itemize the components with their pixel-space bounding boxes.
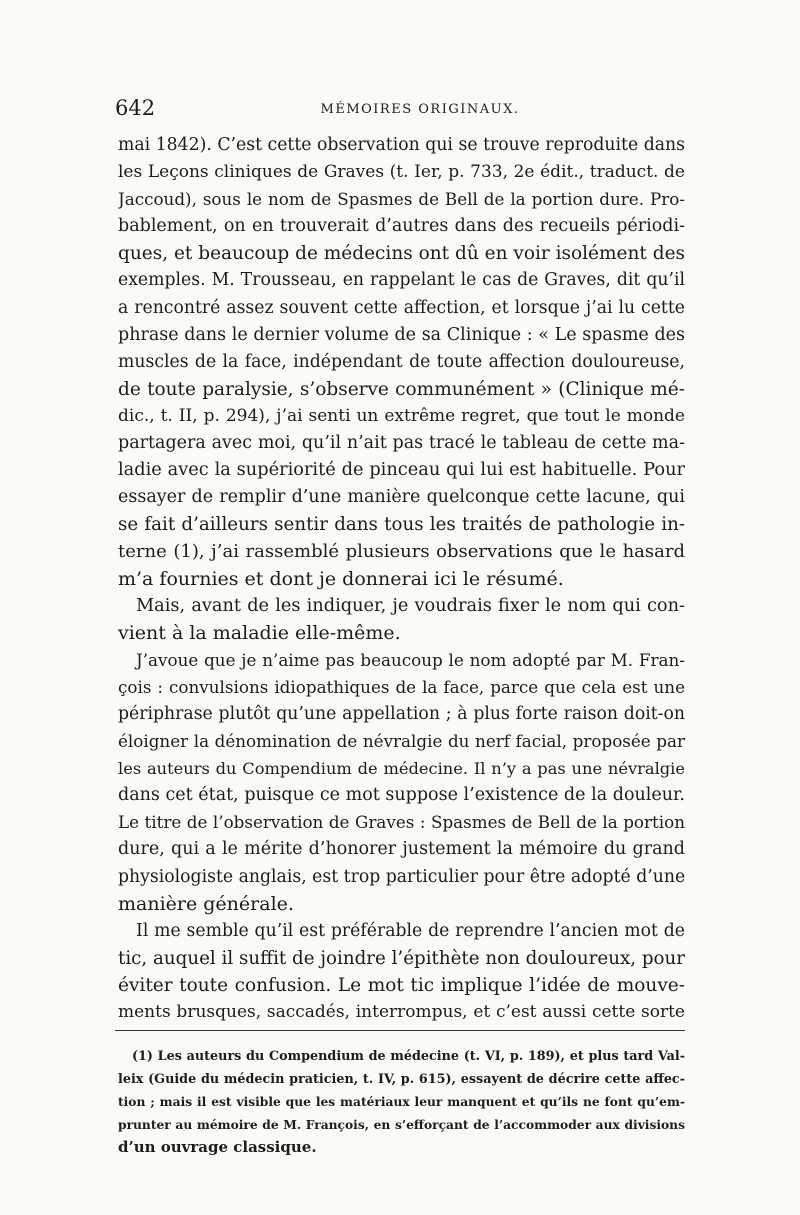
text-line: Le titre de l’observation de Graves : Spasmes de Bell de la portion [118, 812, 685, 833]
running-head: MÉMOIRES ORIGINAUX. [320, 102, 520, 117]
text-line: mai 1842). C’est cette observation qui se trouve reproduite dans [118, 135, 685, 155]
text-line: a rencontré assez souvent cette affection, et lorsque j’ai lu cette [118, 297, 685, 318]
text-line: éviter toute confusion. Le mot tic implique l’idée de mouve- [118, 974, 685, 996]
footnote-rule [115, 1030, 685, 1031]
text-line: phrase dans le dernier volume de sa Clinique : « Le spasme des [118, 324, 685, 345]
footnote-line: tion ; mais il est visible que les matériaux leur manquent et qu’ils ne font qu’em- [118, 1094, 685, 1109]
text-line: de toute paralysie, s’observe communément » (Clinique mé- [118, 378, 685, 400]
text-line: m’a fournies et dont je donnerai ici le résumé. [118, 567, 564, 590]
text-line: les auteurs du Compendium de médecine. Il n’y a pas une névralgie [118, 759, 685, 779]
text-line: dans cet état, puisque ce mot suppose l’existence de la douleur. [118, 785, 685, 806]
text-line: exemples. M. Trousseau, en rappelant le cas de Graves, dit qu’il [118, 270, 685, 291]
text-line: çois : convulsions idiopathiques de la face, parce que cela est une [118, 676, 685, 697]
footnotes [118, 1046, 685, 1159]
paragraph-start-line: J’avoue que je n’aime pas beaucoup le nom adopté par M. Fran- [136, 649, 685, 670]
text-line: muscles de la face, indépendant de toute affection douloureuse, [118, 351, 685, 372]
text-line: essayer de remplir d’une manière quelconque cette lacune, qui [118, 487, 685, 508]
body-text [118, 132, 685, 1026]
text-line: périphrase plutôt qu’une appellation ; à plus forte raison doit-on [118, 703, 685, 724]
paragraph-start-line: Il me semble qu’il est préférable de reprendre l’ancien mot de [136, 920, 685, 941]
text-line: dic., t. II, p. 294), j’ai senti un extrême regret, que tout le monde [118, 405, 685, 426]
text-line: tic, auquel il suffit de joindre l’épithète non douloureux, pour [118, 947, 685, 969]
text-line: ladie avec la supériorité de pinceau qui lui est habituelle. Pour [118, 460, 685, 481]
text-line: physiologiste anglais, est trop particulier pour être adopté d’une [118, 866, 685, 887]
text-line: bablement, on en trouverait d’autres dans des recueils périodi- [118, 216, 685, 237]
footnote-line: (1) Les auteurs du Compendium de médecine (t. VI, p. 189), et plus tard Val- [132, 1049, 685, 1064]
text-line: ques, et beaucoup de médecins ont dû en voir isolément des [118, 243, 685, 265]
page-header [115, 96, 685, 126]
page-number: 642 [115, 96, 156, 120]
footnote-line: prunter au mémoire de M. François, en s’efforçant de l’accommoder aux divisions [118, 1116, 685, 1132]
text-line: dure, qui a le mérite d’honorer justement la mémoire du grand [118, 839, 685, 860]
footnote-line: d’un ouvrage classique. [118, 1138, 317, 1156]
text-line: se fait d’ailleurs sentir dans tous les traités de pathologie in- [118, 514, 685, 536]
paragraph-start-line: Mais, avant de les indiquer, je voudrais fixer le nom qui con- [136, 595, 685, 616]
text-line: Jaccoud), sous le nom de Spasmes de Bell de la portion dure. Pro- [118, 189, 685, 210]
text-line: vient à la maladie elle-même. [118, 621, 401, 644]
footnote-line: leix (Guide du médecin praticien, t. IV, p. 615), essayent de décrire cette affec- [118, 1071, 685, 1087]
text-line: terne (1), j’ai rassemblé plusieurs observations que le hasard [118, 541, 685, 563]
text-line: partagera avec moi, qu’il n’ait pas tracé le tableau de cette ma- [118, 433, 685, 454]
text-line: ments brusques, saccadés, interrompus, et c’est aussi cette sorte [118, 1002, 685, 1022]
text-line: éloigner la dénomination de névralgie du nerf facial, proposée par [118, 731, 685, 752]
text-line: les Leçons cliniques de Graves (t. Ier, p. 733, 2e édit., traduct. de [118, 162, 685, 183]
text-line: manière générale. [118, 892, 294, 915]
